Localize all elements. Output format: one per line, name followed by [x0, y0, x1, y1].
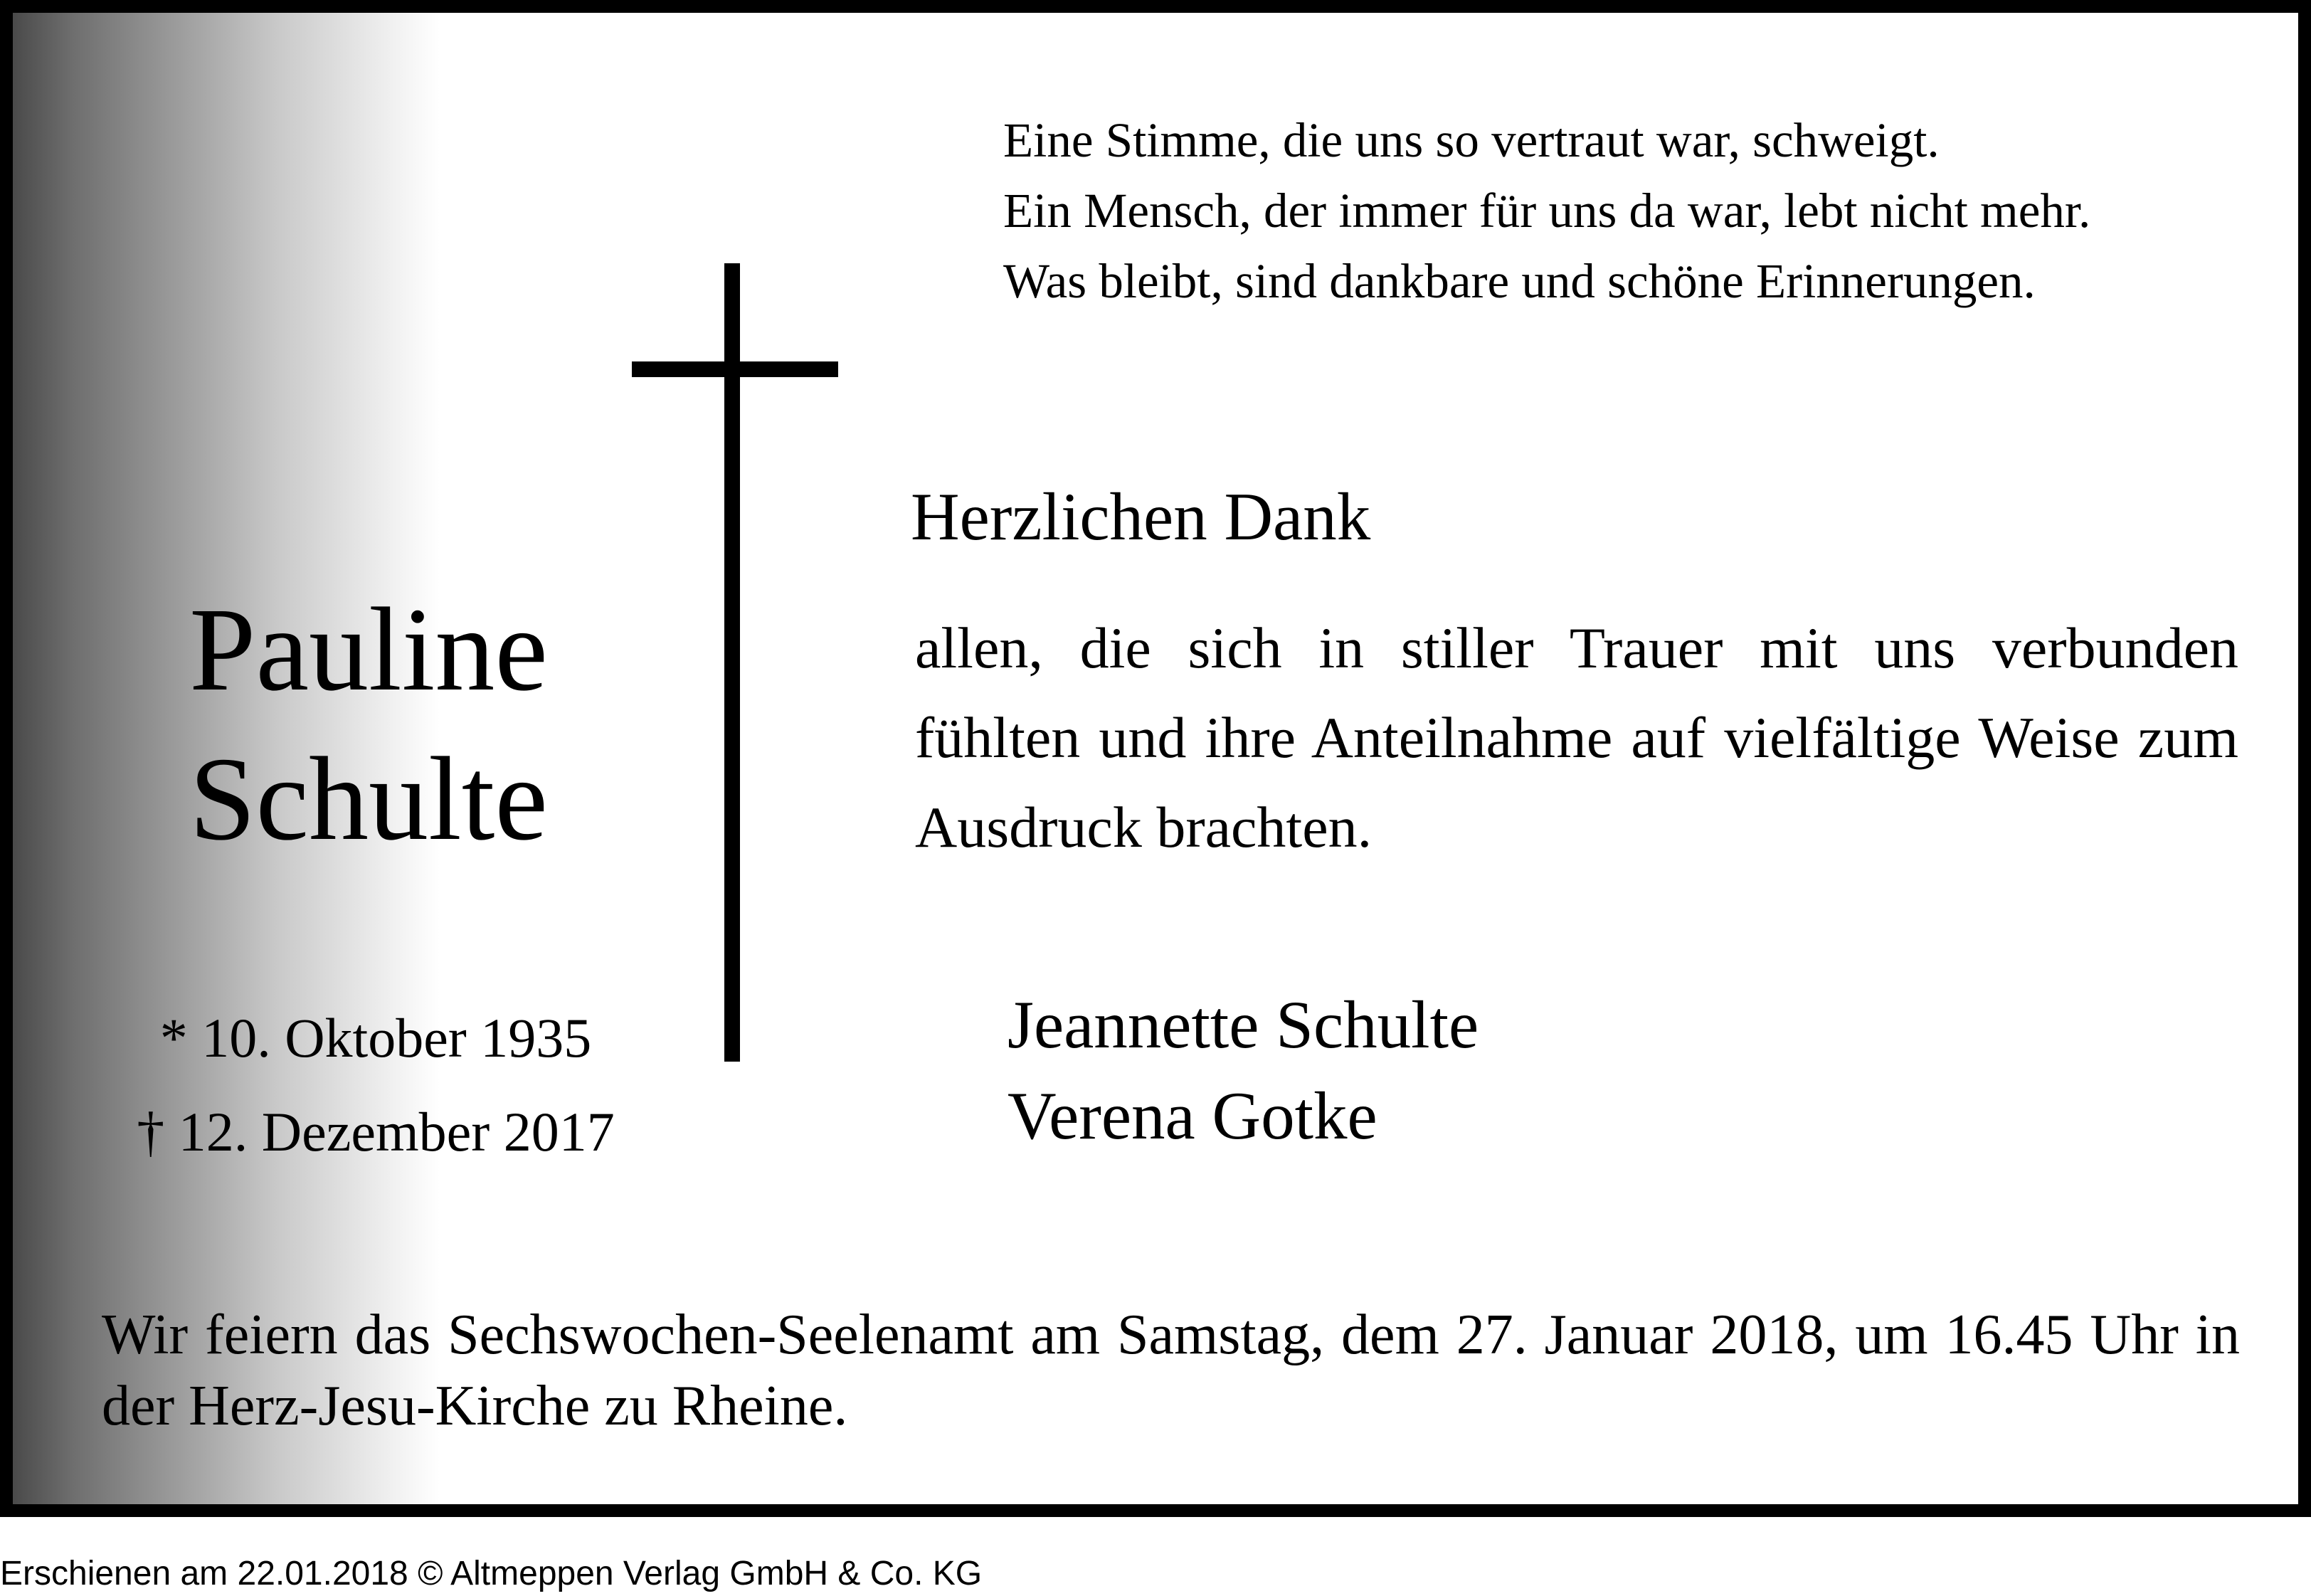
- quote-line: Ein Mensch, der immer für uns da war, lebt nicht mehr.: [1003, 184, 2091, 238]
- death-date: † 12. Dezember 2017: [137, 1101, 615, 1163]
- life-dates: [84, 991, 667, 1179]
- cross-vertical-bar: [724, 263, 740, 1062]
- memorial-quote: [1003, 105, 2090, 317]
- signer-name: Verena Gotke: [1008, 1078, 1377, 1153]
- cross-horizontal-bar: [632, 361, 838, 377]
- publication-footer: Erschienen am 22.01.2018 © Altmeppen Verlag GmbH & Co. KG: [0, 1555, 983, 1592]
- thanks-title: Herzlichen Dank: [911, 479, 1371, 554]
- birth-date: * 10. Oktober 1935: [159, 1007, 592, 1069]
- service-announcement: Wir feiern das Sechswochen-Seelenamt am Samstag, dem 27. Januar 2018, um 16.45 Uhr in der Herz-Jesu-Kirche zu Rheine.: [102, 1304, 2240, 1437]
- signer-name: Jeannette Schulte: [1008, 987, 1479, 1062]
- deceased-last-name: Schulte: [189, 733, 548, 865]
- signers: [1008, 979, 1479, 1161]
- deceased-name: [105, 575, 632, 874]
- quote-line: Was bleibt, sind dankbare und schöne Erinnerungen.: [1003, 254, 2036, 308]
- deceased-first-name: Pauline: [189, 583, 548, 716]
- quote-line: Eine Stimme, die uns so vertraut war, schweigt.: [1003, 113, 1940, 167]
- thanks-body: allen, die sich in stiller Trauer mit uns verbunden fühlten und ihre Anteilnahme auf vielfältige Weise zum Ausdruck brachten.: [915, 615, 2238, 860]
